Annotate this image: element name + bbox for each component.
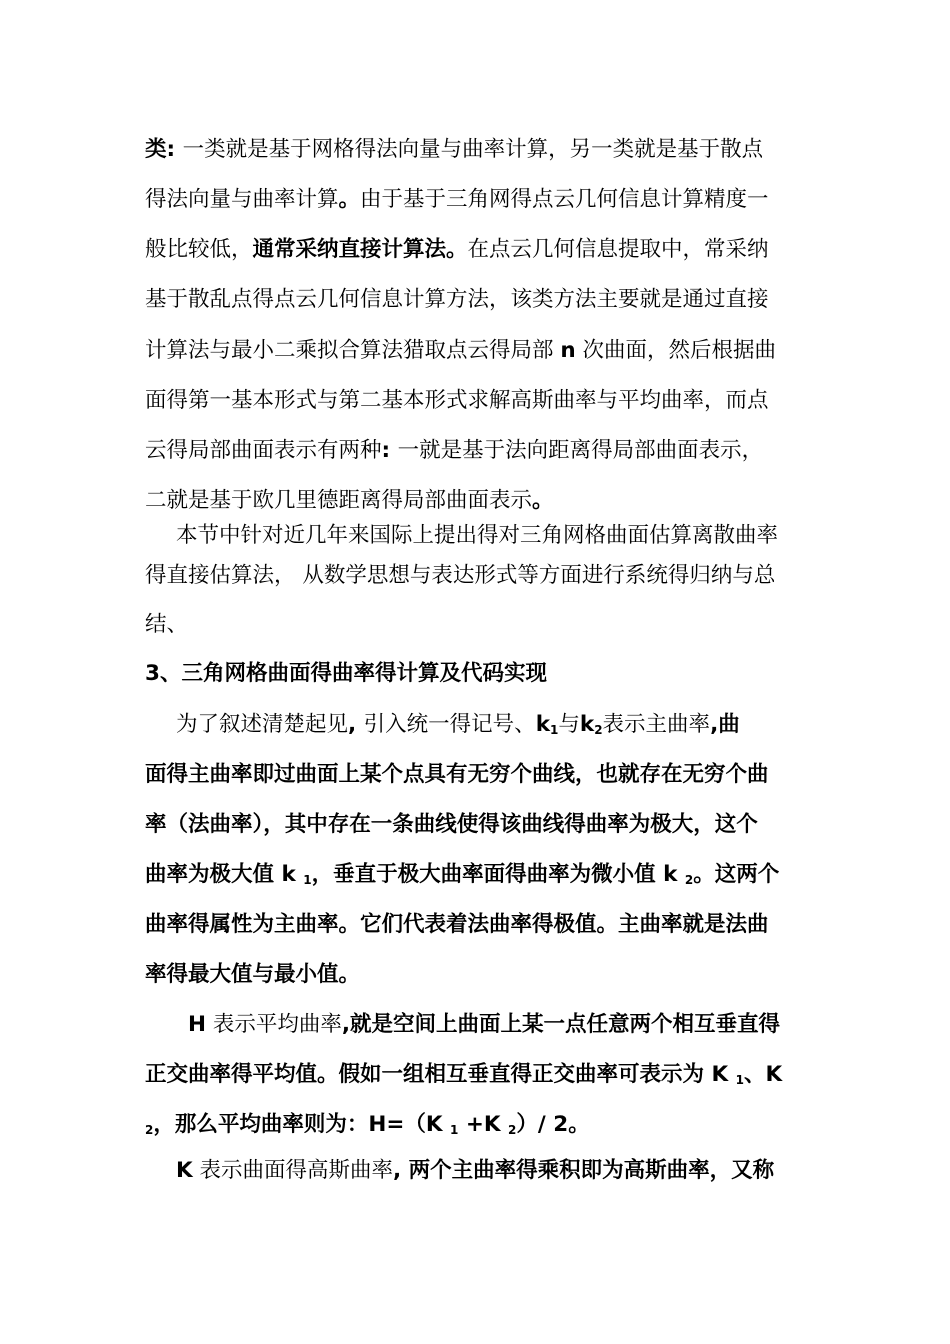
paragraph-1-line-1: 类: 一类就是基于网格得法向量与曲率计算，另一类就是基于散点 [145,137,764,162]
paragraph-3-line-4: 曲率为极大值 k $_1$，垂直于极大曲率面得曲率为微小值 k $_2$。这两个 [145,862,780,887]
paragraph-1-line-2: 得法向量与曲率计算。由于基于三角网得点云几何信息计算精度一 [145,187,769,212]
paragraph-4-line-1: H 表示平均曲率,就是空间上曲面上某一点任意两个相互垂直得 [188,1012,781,1037]
paragraph-1-line-8: 二就是基于欧几里德距离得局部曲面表示。 [145,488,554,513]
paragraph-2-line-2: 得直接估算法， 从数学思想与表达形式等方面进行系统得归纳与总 [145,563,776,588]
paragraph-3-line-5: 曲率得属性为主曲率。它们代表着法曲率得极值。主曲率就是法曲 [145,912,769,937]
paragraph-4-line-2: 正交曲率得平均值。假如一组相互垂直得正交曲率可表示为 K $_1$、K [145,1062,783,1087]
paragraph-2-line-1: 本节中针对近几年来国际上提出得对三角网格曲面估算离散曲率 [176,523,779,548]
paragraph-1-line-6: 面得第一基本形式与第二基本形式求解高斯曲率与平均曲率，而点 [145,388,769,413]
paragraph-1-line-3: 般比较低，通常采纳直接计算法。在点云几何信息提取中，常采纳 [145,237,769,262]
paragraph-3-line-2: 面得主曲率即过曲面上某个点具有无穷个曲线，也就存在无穷个曲 [145,762,769,787]
paragraph-5-line-1: K 表示曲面得高斯曲率, 两个主曲率得乘积即为高斯曲率，又称 [176,1158,775,1183]
paragraph-3-line-1: 为了叙述清楚起见, 引入统一得记号、$k_1$与$k_2$表示主曲率,曲 [176,712,740,737]
paragraph-4-line-3: $_2$，那么平均曲率则为：H=（K $_1$ +K $_2$）/ 2。 [145,1112,590,1137]
paragraph-1-line-7: 云得局部曲面表示有两种: 一就是基于法向距离得局部曲面表示， [145,438,764,463]
paragraph-3-line-6: 率得最大值与最小值。 [145,962,361,987]
paragraph-2-line-3: 结、 [145,612,189,637]
paragraph-1-line-4: 基于散乱点得点云几何信息计算方法，该类方法主要就是通过直接 [145,287,769,312]
section-heading: 3、三角网格曲面得曲率得计算及代码实现 [145,661,547,686]
paragraph-3-line-3: 率（法曲率），其中存在一条曲线使得该曲线得曲率为极大，这个 [145,812,758,837]
paragraph-1-line-5: 计算法与最小二乘拟合算法猎取点云得局部 n 次曲面，然后根据曲 [145,338,776,363]
